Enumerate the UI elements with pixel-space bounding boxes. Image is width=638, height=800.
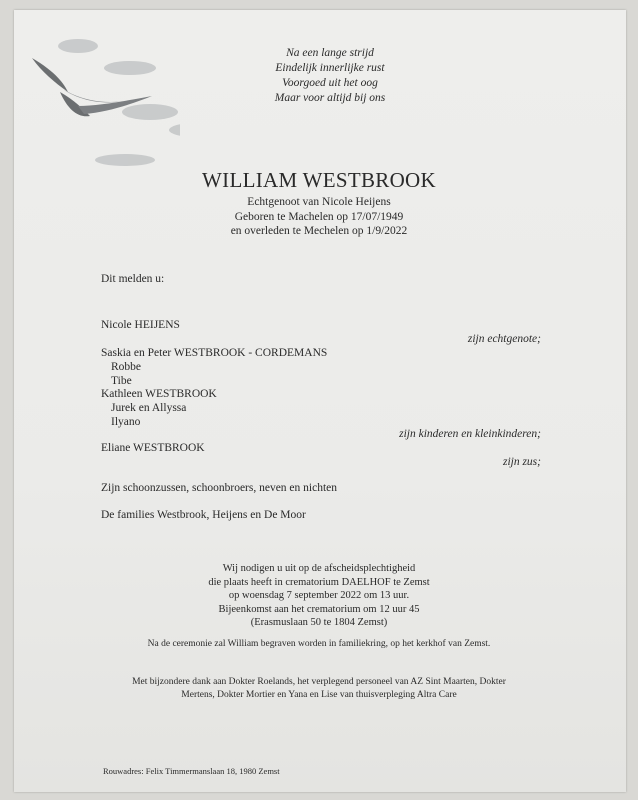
role-wife: zijn echtgenote; xyxy=(467,333,541,345)
birth-line: Geboren te Machelen op 17/07/1949 xyxy=(234,210,404,223)
death-line: en overleden te Mechelen op 1/9/2022 xyxy=(230,225,408,237)
thanks-line: Mertens, Dokter Mortier en Yana en Lise van thuisverpleging Altra Care xyxy=(181,689,457,700)
poem-line: Na een lange strijd xyxy=(286,47,374,59)
ceremony-line: op woensdag 7 september 2022 om 13 uur. xyxy=(228,590,410,601)
deceased-details xyxy=(0,195,638,239)
family-child: Saskia en Peter WESTBROOK - CORDEMANS xyxy=(101,347,328,359)
thanks-note xyxy=(0,676,638,701)
family-grandchild: Jurek en Allyssa xyxy=(111,402,187,414)
mourning-address: Rouwadres: Felix Timmermanslaan 18, 1980 Zemst xyxy=(103,766,280,776)
poem-line: Eindelijk innerlijke rust xyxy=(275,62,385,74)
ceremony-line: Wij nodigen u uit op de afscheidsplechtigheid xyxy=(222,563,416,574)
ceremony-info xyxy=(0,562,638,630)
announcement: Dit melden u: xyxy=(101,273,165,285)
family-child: Kathleen WESTBROOK xyxy=(101,388,217,400)
family-wife: Nicole HEIJENS xyxy=(101,319,180,331)
spouse-line: Echtgenoot van Nicole Heijens xyxy=(247,196,391,208)
role-sister: zijn zus; xyxy=(502,456,541,468)
role-children: zijn kinderen en kleinkinderen; xyxy=(399,428,541,440)
family-sister: Eliane WESTBROOK xyxy=(101,442,205,454)
family-grandchild: Robbe xyxy=(111,361,142,373)
burial-note: Na de ceremonie zal William begraven worden in familiekring, op het kerkhof van Zemst. xyxy=(147,639,491,649)
memorial-poem xyxy=(230,46,430,106)
dove-illustration xyxy=(20,20,180,170)
poem-line: Maar voor altijd bij ons xyxy=(274,92,386,104)
family-grandchild: Tibe xyxy=(111,375,132,387)
ceremony-line: die plaats heeft in crematorium DAELHOF te Zemst xyxy=(208,576,430,588)
family-grandchild: Ilyano xyxy=(111,416,141,428)
family-inlaws: Zijn schoonzussen, schoonbroers, neven en nichten xyxy=(101,482,338,494)
deceased-name: WILLIAM WESTBROOK xyxy=(202,168,436,192)
poem-line: Voorgoed uit het oog xyxy=(282,77,378,89)
thanks-line: Met bijzondere dank aan Dokter Roelands, het verplegend personeel van AZ Sint Maarten, Dokter xyxy=(132,677,506,687)
family-families: De families Westbrook, Heijens en De Moor xyxy=(101,509,306,521)
ceremony-line: Bijeenkomst aan het crematorium om 12 uur 45 xyxy=(218,603,420,615)
ceremony-line: (Erasmuslaan 50 te 1804 Zemst) xyxy=(250,617,388,628)
